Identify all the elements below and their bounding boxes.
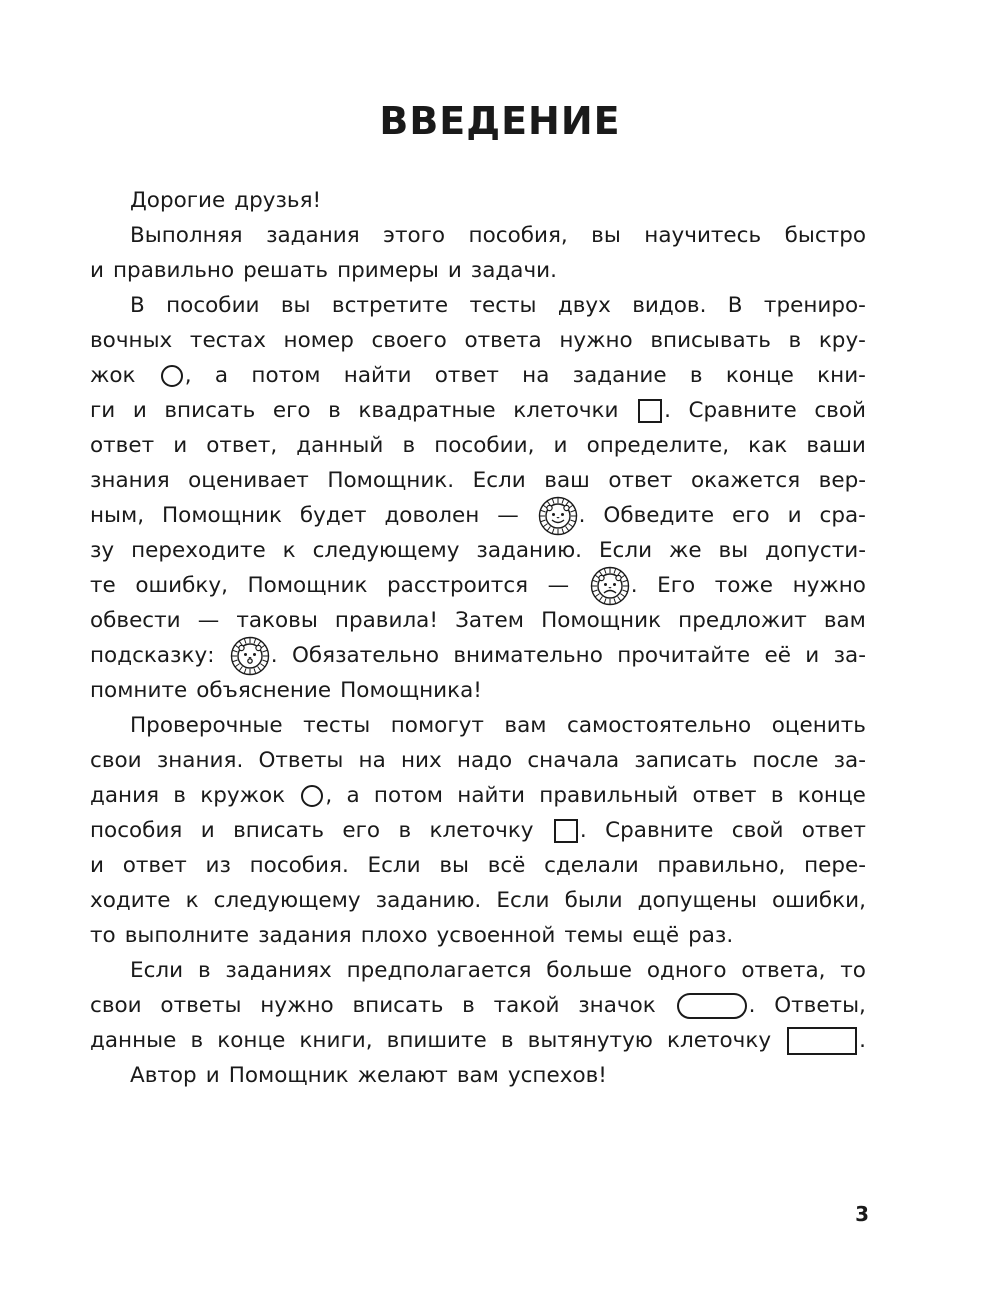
word: ги xyxy=(90,398,116,423)
word: , xyxy=(184,363,192,388)
word: допущены xyxy=(637,888,757,913)
word: ошибки, xyxy=(772,888,866,913)
word: книги, xyxy=(299,1028,373,1053)
word: а xyxy=(346,783,360,808)
word: нужно xyxy=(792,573,866,598)
word: найти xyxy=(343,363,412,388)
word: . xyxy=(578,503,586,528)
word: оценить xyxy=(771,713,866,738)
word: правила! xyxy=(334,608,438,633)
word: . xyxy=(630,573,638,598)
word: них xyxy=(400,748,442,773)
word: подсказку: xyxy=(90,643,215,668)
word: на xyxy=(522,363,550,388)
word: Сравните xyxy=(688,398,797,423)
word: внимательно xyxy=(453,643,603,668)
word: клеточки xyxy=(513,398,619,423)
text-line xyxy=(130,218,866,253)
word: примеры xyxy=(337,258,439,283)
word: вы xyxy=(591,223,621,248)
word: одного xyxy=(646,958,727,983)
text-line xyxy=(130,288,866,323)
word: . xyxy=(270,643,278,668)
word: расстроится xyxy=(387,573,529,598)
word: то xyxy=(840,958,866,983)
word: вочных xyxy=(90,328,173,353)
word: обвести xyxy=(90,608,181,633)
word: дания xyxy=(90,783,160,808)
word: в xyxy=(398,818,412,843)
word: и xyxy=(173,433,188,458)
word: и xyxy=(787,503,802,528)
word: ходите xyxy=(90,888,171,913)
word: тестах xyxy=(189,328,266,353)
oval-answer-icon xyxy=(677,993,747,1019)
word: Помощник xyxy=(541,608,662,633)
word: предложит xyxy=(678,608,807,633)
word: тесты xyxy=(303,713,371,738)
word: те xyxy=(90,573,116,598)
word: Помощник xyxy=(247,573,368,598)
text-line xyxy=(90,253,866,288)
word: Обведите xyxy=(603,503,715,528)
word: потом xyxy=(373,783,444,808)
word: оценивает xyxy=(188,468,309,493)
word: же xyxy=(668,538,702,563)
word: ответ xyxy=(122,853,187,878)
word: его xyxy=(732,503,770,528)
word: и xyxy=(553,433,568,458)
word: переходите xyxy=(131,538,266,563)
word: клеточку xyxy=(667,1028,772,1053)
inline-icon-group xyxy=(589,566,638,606)
word: вам xyxy=(456,1063,499,1088)
word: то xyxy=(90,923,116,948)
word: окажется xyxy=(690,468,801,493)
circle-answer-icon xyxy=(301,785,323,807)
text-line xyxy=(90,603,866,638)
word: Помощник xyxy=(228,1063,349,1088)
word: правильно, xyxy=(657,853,786,878)
word: ответ xyxy=(608,468,673,493)
word: жок xyxy=(90,363,136,388)
text-line xyxy=(90,778,866,813)
inline-icon-group xyxy=(537,496,586,536)
word: объяснение xyxy=(196,678,332,703)
word: Если xyxy=(598,538,653,563)
word: пере- xyxy=(804,853,866,878)
word: заданиях xyxy=(225,958,332,983)
word: вписать xyxy=(233,818,324,843)
word: задачи. xyxy=(470,258,557,283)
word: пособия. xyxy=(249,853,349,878)
text-line xyxy=(90,533,866,568)
text-line xyxy=(90,1023,866,1058)
word: данный xyxy=(296,433,384,458)
word: знания. xyxy=(156,748,244,773)
word: друзья! xyxy=(234,188,322,213)
text-line xyxy=(90,428,866,463)
word: успехов! xyxy=(507,1063,607,1088)
word: номер xyxy=(283,328,354,353)
text-line xyxy=(130,183,866,218)
text-line xyxy=(90,988,866,1023)
inline-icon-group xyxy=(785,1023,866,1058)
word: за- xyxy=(833,643,866,668)
word: Обязательно xyxy=(291,643,440,668)
word: кружок xyxy=(200,783,286,808)
word: помните xyxy=(90,678,188,703)
word: выполните xyxy=(124,923,250,948)
word: в xyxy=(197,958,211,983)
word: в xyxy=(788,328,802,353)
word: Помощник. xyxy=(327,468,455,493)
word: пособии xyxy=(166,293,260,318)
word: впишите xyxy=(386,1028,487,1053)
word: следующему xyxy=(213,888,361,913)
word: таковы xyxy=(236,608,318,633)
text-line xyxy=(90,358,866,393)
word: Дорогие xyxy=(130,188,226,213)
word: плохо xyxy=(360,923,428,948)
word: пособия, xyxy=(468,223,568,248)
word: в xyxy=(770,783,784,808)
word: и xyxy=(90,258,104,283)
word: двух xyxy=(557,293,611,318)
word: — xyxy=(197,608,220,633)
word: . xyxy=(664,398,671,423)
word: трениро- xyxy=(763,293,866,318)
word: нужно xyxy=(260,993,334,1018)
word: в xyxy=(173,783,186,808)
word: были xyxy=(564,888,623,913)
word: свой xyxy=(814,398,866,423)
word: доволен xyxy=(384,503,480,528)
word: в xyxy=(190,1028,204,1053)
word: пособии, xyxy=(434,433,535,458)
word: в xyxy=(462,993,475,1018)
word: а xyxy=(214,363,229,388)
word: знания xyxy=(90,468,170,493)
word: Если xyxy=(367,853,421,878)
word: и xyxy=(90,853,104,878)
word: вписать xyxy=(164,398,256,423)
square-box-icon xyxy=(638,399,662,423)
word: пособия xyxy=(90,818,183,843)
word: ошибку, xyxy=(135,573,228,598)
word: ответ xyxy=(434,363,499,388)
word: темы xyxy=(564,923,624,948)
word: видов. xyxy=(632,293,707,318)
word: Если xyxy=(130,958,184,983)
text-line xyxy=(90,323,866,358)
word: ответ xyxy=(90,433,155,458)
word: своего xyxy=(371,328,447,353)
word: Выполняя xyxy=(130,223,243,248)
text-line xyxy=(90,918,866,953)
word: вам xyxy=(823,608,866,633)
word: вытянутую xyxy=(527,1028,653,1053)
inline-icon-group xyxy=(159,358,192,393)
word: конце xyxy=(797,783,866,808)
word: на xyxy=(358,748,386,773)
word: сначала xyxy=(527,748,620,773)
word: конце xyxy=(725,363,794,388)
word: и xyxy=(805,643,820,668)
word: В xyxy=(130,293,145,318)
word: ваши xyxy=(806,433,866,458)
text-line xyxy=(130,953,866,988)
word: Если xyxy=(472,468,526,493)
word: этого xyxy=(383,223,446,248)
word: надо xyxy=(456,748,513,773)
word: вы xyxy=(439,853,469,878)
word: тесты xyxy=(469,293,537,318)
text-line xyxy=(90,498,866,533)
word: в xyxy=(689,363,703,388)
word: правильно xyxy=(112,258,235,283)
text-line xyxy=(90,813,866,848)
word: вписать xyxy=(352,993,444,1018)
word: его xyxy=(342,818,381,843)
word: за- xyxy=(833,748,866,773)
word: помогут xyxy=(390,713,484,738)
lion-happy-icon xyxy=(538,496,578,536)
text-line xyxy=(130,1058,866,1093)
wide-box-icon xyxy=(787,1027,857,1055)
word: ответ, xyxy=(206,433,278,458)
word: зу xyxy=(90,538,115,563)
word: свой xyxy=(731,818,784,843)
word: вы xyxy=(280,293,311,318)
inline-icon-group xyxy=(552,813,587,848)
word: квадратные xyxy=(358,398,496,423)
text-line xyxy=(90,673,866,708)
word: значок xyxy=(578,993,656,1018)
word: решать xyxy=(243,258,329,283)
word: . xyxy=(748,993,756,1018)
word: . xyxy=(859,1028,866,1053)
word: усвоенной xyxy=(436,923,556,948)
word: сра- xyxy=(819,503,866,528)
word: Помощника! xyxy=(340,678,482,703)
text-line xyxy=(130,708,866,743)
page-title: ВВЕДЕНИЕ xyxy=(379,99,621,143)
word: вы xyxy=(718,538,749,563)
word: Его xyxy=(657,573,696,598)
word: Если xyxy=(496,888,550,913)
square-box-icon xyxy=(554,819,578,843)
word: вам xyxy=(504,713,547,738)
word: после xyxy=(752,748,819,773)
word: вписывать xyxy=(650,328,771,353)
text-line xyxy=(90,883,866,918)
word: как xyxy=(748,433,788,458)
word: кру- xyxy=(818,328,866,353)
word: к xyxy=(185,888,199,913)
word: , xyxy=(325,783,333,808)
word: Затем xyxy=(455,608,525,633)
word: научитесь xyxy=(644,223,762,248)
word: Сравните xyxy=(605,818,714,843)
word: в xyxy=(328,398,341,423)
word: прочитайте xyxy=(617,643,751,668)
word: найти xyxy=(457,783,525,808)
word: предполагается xyxy=(346,958,532,983)
word: Ответы, xyxy=(774,993,866,1018)
word: правильный xyxy=(539,783,679,808)
word: конце xyxy=(217,1028,286,1053)
text-line xyxy=(90,393,866,428)
inline-icon-group xyxy=(229,636,278,676)
word: свои xyxy=(90,993,142,1018)
word: . xyxy=(579,818,587,843)
word: записать xyxy=(634,748,738,773)
word: ещё xyxy=(632,923,680,948)
text-line xyxy=(90,743,866,778)
word: раз. xyxy=(688,923,734,948)
word: ответа xyxy=(464,328,542,353)
word: задание xyxy=(572,363,667,388)
word: свои xyxy=(90,748,142,773)
word: заданию. xyxy=(375,888,482,913)
word: и xyxy=(200,818,215,843)
text-line xyxy=(90,638,866,673)
word: задания xyxy=(258,923,352,948)
word: следующему xyxy=(312,538,460,563)
word: желают xyxy=(357,1063,448,1088)
text-line xyxy=(90,463,866,498)
word: ваш xyxy=(544,468,590,493)
word: определите, xyxy=(586,433,730,458)
word: кни- xyxy=(817,363,866,388)
word: больше xyxy=(546,958,633,983)
word: Помощник xyxy=(162,503,282,528)
word: — xyxy=(547,573,570,598)
word: из xyxy=(205,853,231,878)
word: вер- xyxy=(818,468,866,493)
word: в xyxy=(500,1028,514,1053)
word: и xyxy=(132,398,147,423)
word: сделали xyxy=(544,853,639,878)
page-number: 3 xyxy=(855,1202,869,1226)
word: Автор xyxy=(130,1063,197,1088)
text-line xyxy=(90,848,866,883)
word: ответ xyxy=(692,783,757,808)
word: в xyxy=(402,433,416,458)
inline-icon-group xyxy=(675,988,756,1023)
word: — xyxy=(497,503,519,528)
lion-hint-icon xyxy=(230,636,270,676)
word: встретите xyxy=(331,293,449,318)
word: Ответы xyxy=(258,748,344,773)
word: будет xyxy=(299,503,367,528)
text-line xyxy=(90,568,866,603)
word: ответа, xyxy=(741,958,826,983)
word: ответ xyxy=(801,818,866,843)
word: быстро xyxy=(784,223,866,248)
word: ответы xyxy=(160,993,242,1018)
word: тоже xyxy=(714,573,773,598)
word: Проверочные xyxy=(130,713,283,738)
word: к xyxy=(282,538,296,563)
word: и xyxy=(205,1063,220,1088)
word: его xyxy=(272,398,311,423)
word: такой xyxy=(493,993,560,1018)
word: допусти- xyxy=(765,538,866,563)
word: всё xyxy=(487,853,526,878)
word: данные xyxy=(90,1028,177,1053)
inline-icon-group xyxy=(636,393,671,428)
word: её xyxy=(764,643,791,668)
word: и xyxy=(447,258,462,283)
word: самостоятельно xyxy=(567,713,752,738)
word: заданию. xyxy=(476,538,583,563)
circle-answer-icon xyxy=(161,365,183,387)
word: В xyxy=(727,293,743,318)
lion-sad-icon xyxy=(590,566,630,606)
inline-icon-group xyxy=(299,778,332,813)
word: ным, xyxy=(90,503,145,528)
word: потом xyxy=(251,363,321,388)
word: задания xyxy=(266,223,360,248)
word: нужно xyxy=(559,328,633,353)
word: клеточку xyxy=(429,818,534,843)
